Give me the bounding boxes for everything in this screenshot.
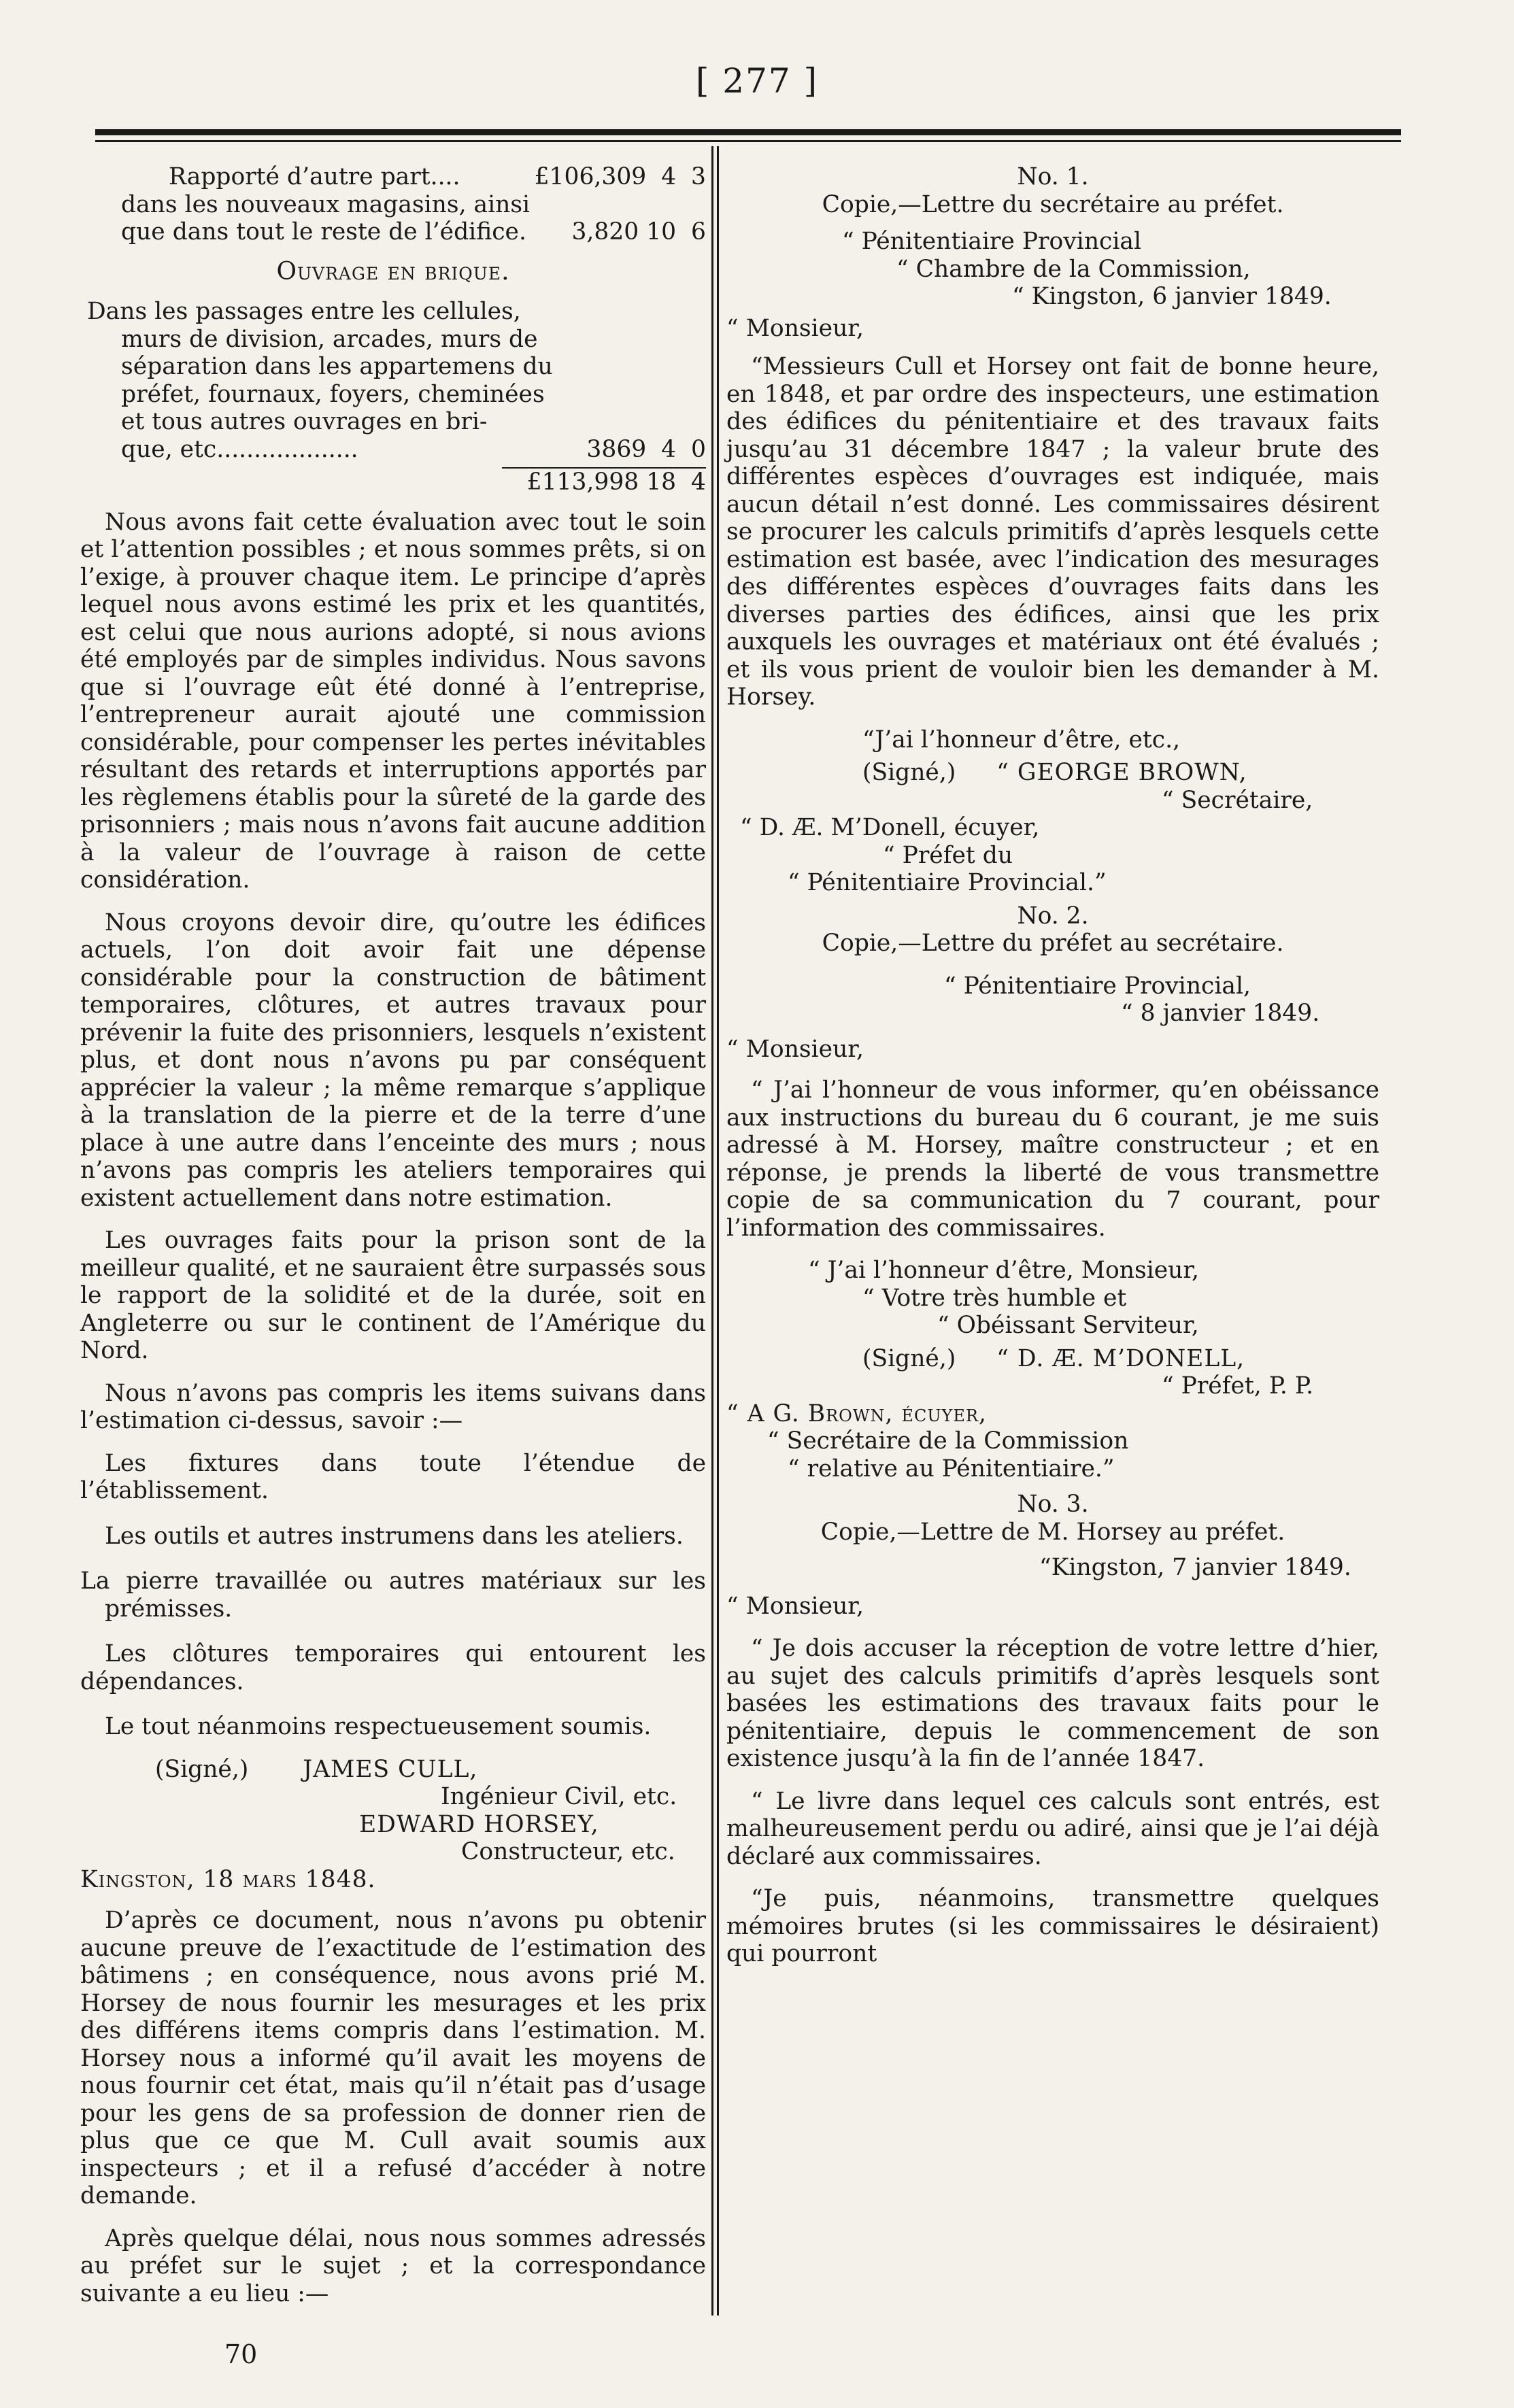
- letter-1-to-1: “ D. Æ. M’Donell, écuyer,: [740, 814, 1040, 841]
- letter-1-address-3: “ Kingston, 6 janvier 1849.: [1012, 283, 1332, 310]
- total-amount: £113,998 18 4: [526, 469, 706, 496]
- letter-1-signature: “ GEORGE BROWN,: [996, 759, 1247, 786]
- letter-1-number: No. 1.: [1017, 163, 1089, 190]
- top-rule-thin: [95, 140, 1401, 142]
- carry-amount: £106,309 4 3: [534, 163, 706, 190]
- letter-1-signature-row: [726, 759, 1379, 787]
- letter-2-signature-row: [726, 1345, 1379, 1373]
- signature-horsey: EDWARD HORSEY,: [359, 1810, 599, 1838]
- brick-line-2: séparation dans les appartemens du: [121, 353, 553, 380]
- carry-forward-row: [80, 163, 706, 191]
- brick-line-1: murs de division, arcades, murs de: [121, 325, 538, 353]
- letter-2-salutation: “ Monsieur,: [726, 1035, 864, 1063]
- letter-3-number: No. 3.: [1017, 1491, 1089, 1518]
- letter-3-salutation: “ Monsieur,: [726, 1592, 864, 1620]
- letter-1-address-2: “ Chambre de la Commission,: [896, 255, 1251, 283]
- letter-2-closing-1: “ J’ai l’honneur d’être, Monsieur,: [808, 1257, 1200, 1284]
- letter-1-address-1: “ Pénitentiaire Provincial: [842, 228, 1141, 255]
- magasins-row: [80, 218, 706, 246]
- letter-1-sig-title: “ Secrétaire,: [1162, 786, 1313, 814]
- letter-2-closing-2: “ Votre très humble et: [862, 1284, 1127, 1312]
- excluded-item-2: Les outils et autres instrumens dans les ateliers.: [105, 1522, 684, 1550]
- signature-cull: JAMES CULL,: [303, 1755, 478, 1783]
- letter-1-closing: “J’ai l’honneur d’être, etc.,: [862, 726, 1181, 753]
- right-column: [726, 163, 1379, 1983]
- closing-line: Le tout néanmoins respectueusement soumis.: [105, 1713, 652, 1740]
- after-paragraph-2: Après quelque délai, nous nous sommes adressés au préfet sur le sujet ; et la correspondance suivante a eu lieu :—: [80, 2224, 706, 2307]
- letter-2-address-2: “ 8 janvier 1849.: [1121, 1000, 1320, 1027]
- letter-1-body: “Messieurs Cull et Horsey ont fait de bonne heure, en 1848, et par ordre des inspecteurs, une estimation des édifices du pénitentiaire et des travaux faits jusqu’au 31 décembre 1847 ; la valeur brute des différentes espèces d’ouvrages est indiquée, mais aucun détail n’est donné. Les commissaires désirent se procurer les calculs primitifs d’après lesquels cette estimation est basée, avec l’indication des mesurages des différentes espèces d’ouvrages faits dans les diverses parties des édifices, ainsi que les prix auxquels les ouvrages et matériaux ont été évalués ; et ils vous prient de vouloir bien les demander à M. Horsey.: [726, 353, 1379, 711]
- letter-2-signature: “ D. Æ. M’DONELL,: [996, 1344, 1245, 1372]
- place-date: Kingston, 18 mars 1848.: [80, 1865, 376, 1893]
- left-column: [80, 163, 706, 2322]
- brick-amount-row: [80, 436, 706, 464]
- letter-2-address-1: “ Pénitentiaire Provincial,: [944, 972, 1251, 1000]
- letter-1-salutation: “ Monsieur,: [726, 314, 864, 342]
- after-paragraph-1: D’après ce document, nous n’avons pu obtenir aucune preuve de l’exactitude de l’estimation des bâtimens ; en conséquence, nous avons prié M. Horsey de nous fournir les mesurages et les prix des différens items compris dans l’estimation. M. Horsey nous a informé qu’il avait les moyens de nous fournir cet état, mais qu’il n’était pas d’usage pour les gens de sa profession de donner rien de plus que ce que M. Cull avait soumis aux inspecteurs ; et il a refusé d’accéder à notre demande.: [80, 1907, 706, 2209]
- brick-line-3: préfet, fournaux, foyers, cheminées: [121, 380, 545, 408]
- magasins-amount: 3,820 10 6: [571, 218, 706, 245]
- column-divider: [711, 146, 713, 2316]
- signature-cull-title: Ingénieur Civil, etc.: [441, 1783, 677, 1810]
- letter-2-to-3: “ relative au Pénitentiaire.”: [788, 1455, 1115, 1482]
- letter-2-to-1: “ A G. Brown, écuyer,: [726, 1400, 987, 1427]
- letter-1-signe: (Signé,): [862, 759, 956, 786]
- letter-3-address: “Kingston, 7 janvier 1849.: [1039, 1554, 1351, 1581]
- signature-mark: 70: [224, 2339, 258, 2369]
- signe-label: (Signé,): [155, 1755, 249, 1783]
- letter-2-number: No. 2.: [1017, 902, 1089, 930]
- excluded-item-3: La pierre travaillée ou autres matériaux sur les prémisses.: [80, 1567, 706, 1623]
- brick-line-5: que, etc...................: [121, 435, 358, 463]
- signature-row-1: [80, 1756, 706, 1784]
- excluded-item-4: Les clôtures temporaires qui entourent les dépendances.: [80, 1640, 706, 1695]
- excluded-item-1: Les fixtures dans toute l’étendue de l’établissement.: [80, 1449, 706, 1504]
- paragraph-2: Nous croyons devoir dire, qu’outre les édifices actuels, l’on doit avoir fait une dépense considérable pour la construction de bâtiment temporaires, clôtures, et autres travaux pour prévenir la fuite des prisonniers, lesquels n’existent plus, et dont nous n’avons pu par conséquent apprécier la valeur ; la même remarque s’applique à la translation de la pierre et de la terre d’une place à une autre dans l’enceinte des murs ; nous n’avons pas compris les ateliers temporaires qui existent actuellement dans notre estimation.: [80, 909, 706, 1212]
- letter-2-to-2: “ Secrétaire de la Commission: [767, 1427, 1129, 1455]
- brick-line-4: et tous autres ouvrages en bri-: [121, 408, 488, 435]
- section-heading: Ouvrage en brique.: [276, 257, 510, 286]
- signature-horsey-title: Constructeur, etc.: [461, 1838, 675, 1865]
- magasins-line-2: que dans tout le reste de l’édifice.: [121, 218, 526, 245]
- letter-3-body-3: “Je puis, néanmoins, transmettre quelques mémoires brutes (si les commissaires le désiraient) qui pourront: [726, 1885, 1379, 1967]
- letter-2-caption: Copie,—Lettre du préfet au secrétaire.: [822, 930, 1284, 957]
- page-number: [ 277 ]: [695, 61, 819, 101]
- letter-3-caption: Copie,—Lettre de M. Horsey au préfet.: [820, 1518, 1285, 1546]
- brick-line-0: Dans les passages entre les cellules,: [87, 298, 521, 325]
- paragraph-1: Nous avons fait cette évaluation avec tout le soin et l’attention possibles ; et nous sommes prêts, si on l’exige, à prouver chaque item. Le principe d’après lequel nous avons estimé les prix et les quantités, est celui que nous aurions adopté, si nous avions été employés par de simples individus. Nous savons que si l’ouvrage eût été donné à l’entreprise, l’entrepreneur aurait ajouté une commission considérable, pour compenser les pertes inévitables résultant des retards et interruptions apportés par les règlemens établis pour la sûreté de la garde des prisonniers ; mais nous n’avons fait aucune addition à la valeur de l’ouvrage à raison de cette considération.: [80, 508, 706, 894]
- letter-2-sig-title: “ Préfet, P. P.: [1162, 1372, 1314, 1400]
- top-rule: [95, 129, 1401, 135]
- letter-1-to-3: “ Pénitentiaire Provincial.”: [788, 869, 1107, 896]
- letter-2-body: “ J’ai l’honneur de vous informer, qu’en obéissance aux instructions du bureau du 6 courant, je me suis adressé à M. Horsey, maître constructeur ; et en réponse, je prends la liberté de vous transmettre copie de sa communication du 7 courant, pour l’information des commissaires.: [726, 1076, 1379, 1242]
- letter-2-closing-3: “ Obéissant Serviteur,: [937, 1312, 1199, 1339]
- brick-amount: 3869 4 0: [586, 435, 706, 463]
- letter-3-body-1: “ Je dois accuser la réception de votre lettre d’hier, au sujet des calculs primitifs d’après lesquels sont basées les estimations des travaux faits pour le pénitentiaire, depuis le commencement de son existence jusqu’à la fin de l’année 1847.: [726, 1635, 1379, 1772]
- letter-3-body-2: “ Le livre dans lequel ces calculs sont entrés, est malheureusement perdu ou adiré, ainsi que je l’ai déjà déclaré aux commissaires.: [726, 1787, 1379, 1870]
- column-divider-2: [717, 146, 719, 2316]
- paragraph-3: Les ouvrages faits pour la prison sont de la meilleur qualité, et ne sauraient être surpassés sous le rapport de la solidité et de la durée, soit en Angleterre ou sur le continent de l’Amérique du Nord.: [80, 1227, 706, 1364]
- carry-label: Rapporté d’autre part....: [169, 163, 460, 190]
- letter-1-caption: Copie,—Lettre du secrétaire au préfet.: [822, 190, 1284, 218]
- paragraph-4: Nous n’avons pas compris les items suivans dans l’estimation ci-dessus, savoir :—: [80, 1379, 706, 1434]
- letter-1-to-2: “ Préfet du: [883, 841, 1013, 869]
- letter-2-signe: (Signé,): [862, 1344, 956, 1372]
- magasins-line-1: dans les nouveaux magasins, ainsi: [121, 190, 531, 218]
